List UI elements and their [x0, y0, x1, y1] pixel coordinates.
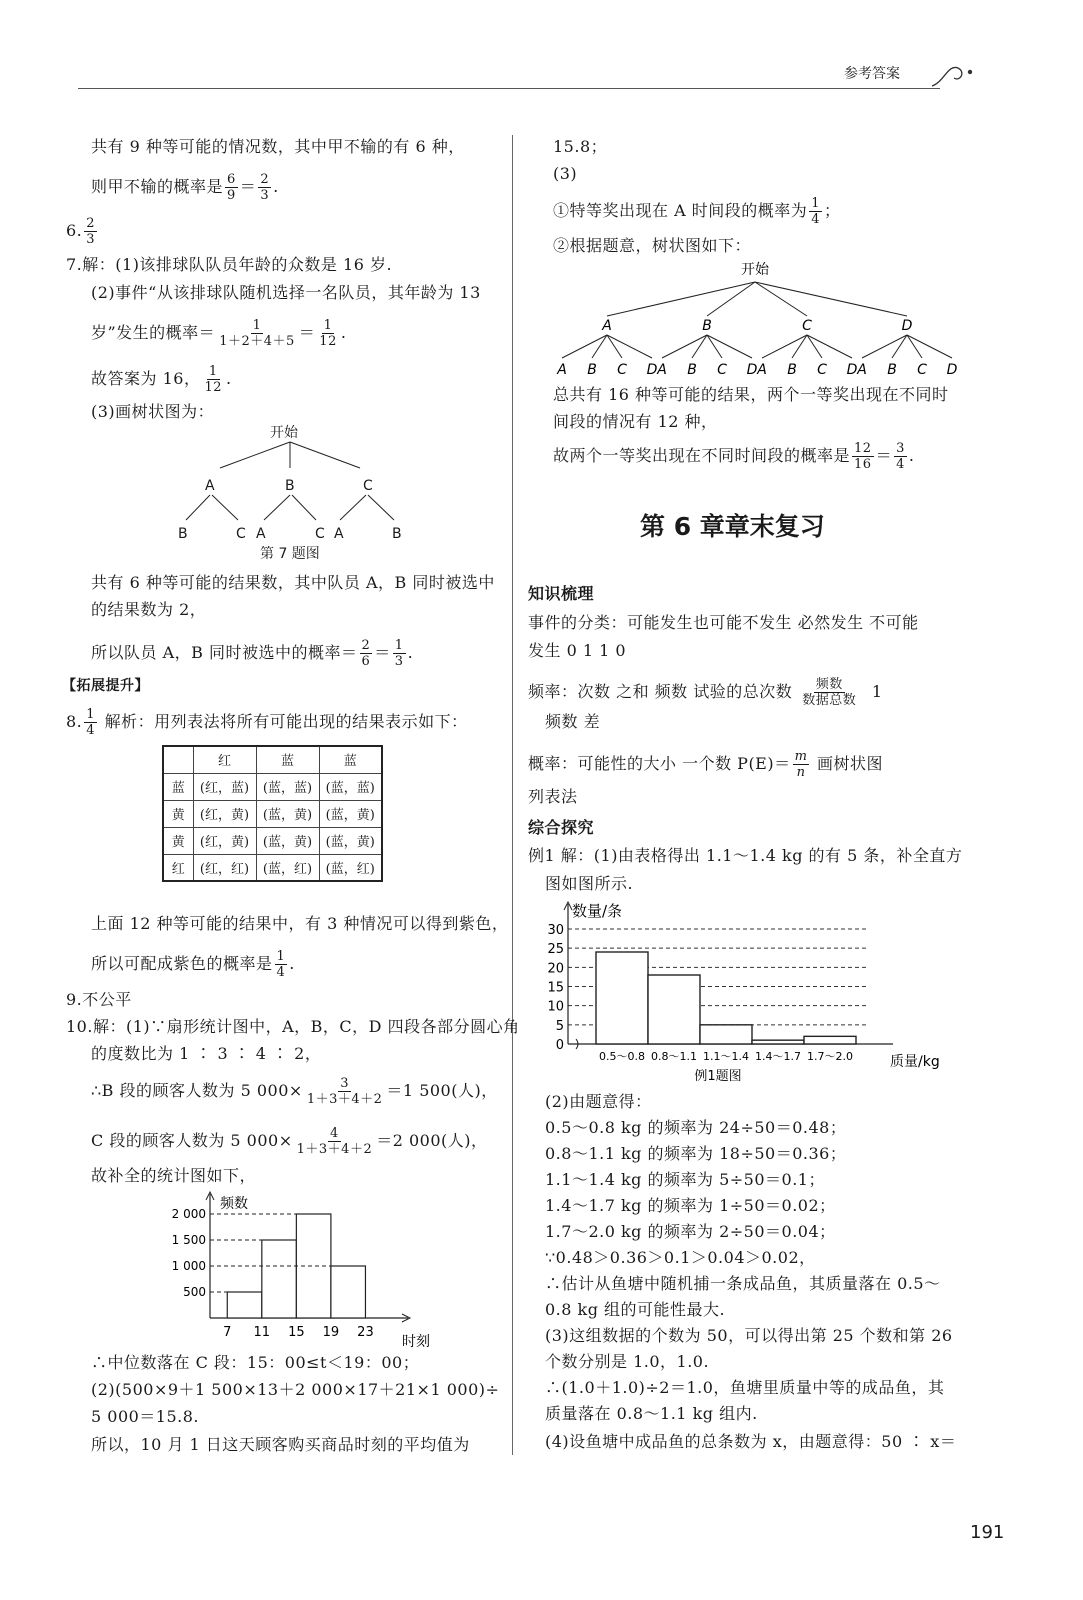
text-line: 所以可配成紫色的概率是 $\frac{1}{4}$ . [91, 949, 295, 980]
text-line: 15.8； [553, 137, 608, 156]
y-tick-label: 1 000 [171, 1259, 206, 1273]
fraction: $\frac{2}{3}$ [86, 216, 96, 247]
text-line: C 段的顾客人数为 5 000× $\frac{4}{1+3+4+2}$ ＝2 000(人)， [91, 1126, 488, 1157]
tree-leaf: B [587, 362, 597, 378]
histogram-bar [227, 1292, 262, 1318]
y-tick-label: 15 [547, 980, 564, 996]
tree-leaf: C [315, 526, 325, 542]
tree-node: A [602, 318, 612, 334]
x-tick-label: 23 [357, 1325, 374, 1340]
y-axis-label: 数量/条 [572, 902, 623, 920]
text-line: ①特等奖出现在 A 时间段的概率为 $\frac{1}{4}$ ； [553, 196, 841, 227]
header-swirl-icon [930, 58, 978, 88]
text-line: 则甲不输的概率是 $\frac{6}{9}$ ＝ $\frac{2}{3}$ . [91, 172, 279, 203]
text-line: ∴估计从鱼塘中随机捕一条成品鱼，其质量落在 0.5～ [545, 1274, 941, 1293]
table-row [163, 854, 382, 881]
histogram-bar [262, 1240, 297, 1318]
text-line: 例1 解：(1)由表格得出 1.1～1.4 kg 的有 5 条，补全直方 [528, 846, 963, 865]
tree-node: D [901, 318, 913, 334]
table-cell: (蓝，黄) [319, 827, 382, 854]
table-cell: (红，蓝) [193, 773, 256, 800]
table-cell: 黄 [163, 827, 193, 854]
fraction: $\frac{1}{4}$ [276, 949, 286, 980]
fraction: $\frac{6}{9}$ [227, 172, 236, 203]
text-line: ∴B 段的顾客人数为 5 000× $\frac{3}{1+3+4+2}$ ＝1 500(人)， [91, 1076, 498, 1107]
text-line: 1.1～1.4 kg 的频率为 5÷50＝0.1； [545, 1170, 825, 1189]
x-tick-label: 7 [223, 1325, 232, 1340]
fraction: $\frac{1}{4}$ [811, 196, 821, 227]
tree-edge [862, 335, 907, 358]
text-line: 图如图所示. [545, 874, 634, 893]
y-tick-label: 0 [555, 1038, 564, 1053]
y-tick-label: 25 [547, 942, 564, 958]
tree-leaf: A [256, 526, 266, 542]
text-line: 0.8～1.1 kg 的频率为 18÷50＝0.36； [545, 1144, 847, 1163]
table-cell: (蓝，黄) [256, 827, 319, 854]
weight-histogram [528, 896, 940, 1088]
text-line: (3)画树状图为： [91, 402, 215, 421]
text-line: ∴中位数落在 C 段：15：00≤t＜19：00； [91, 1353, 420, 1372]
x-tick-label: 0.5～0.8 [599, 1050, 645, 1063]
table-cell: 蓝 [319, 746, 382, 773]
histogram-bar [648, 975, 700, 1044]
table-cell: 蓝 [163, 773, 193, 800]
tree-leaf: A [557, 362, 567, 378]
text-line: 事件的分类：可能发生也可能不发生 必然发生 不可能 [528, 613, 919, 632]
tree-leaf: D [846, 362, 858, 378]
tree-leaf: C [917, 362, 927, 378]
fraction: $\frac{1}{12}$ [204, 364, 222, 395]
header-title: 参考答案 [844, 66, 900, 82]
text-line: 的结果数为 2， [91, 600, 207, 619]
answer-10-line: 10.解：(1)∵扇形统计图中，A，B，C，D 四段各部分圆心角 [66, 1017, 520, 1036]
tree-leaf: A [334, 526, 344, 542]
table-row [163, 827, 382, 854]
text-line: (3) [553, 164, 578, 183]
text-line: 的度数比为 1 ∶ 3 ∶ 4 ∶ 2， [91, 1044, 322, 1063]
tree-edge [607, 282, 755, 316]
text-line: 概率：可能性的大小 一个数 P(E)＝ $\frac{m}{n}$ 画树状图 [528, 749, 884, 780]
text-line: 频数 差 [545, 712, 601, 731]
answer-7-line: 7.解：(1)该排球队队员年龄的众数是 16 岁. [66, 255, 393, 274]
histogram-bar [804, 1036, 856, 1044]
tree-node: C [802, 318, 812, 334]
tree-edge [907, 335, 952, 358]
time-histogram [165, 1190, 455, 1350]
x-tick-label: 0.8～1.1 [651, 1050, 697, 1063]
tree-node: C [363, 478, 373, 494]
tree-edge [707, 335, 752, 358]
table-cell: (蓝，红) [256, 854, 319, 881]
tree-leaf: B [392, 526, 402, 542]
y-tick-label: 2 000 [171, 1207, 206, 1221]
table-cell [163, 746, 193, 773]
table-cell: 红 [163, 854, 193, 881]
answer-9: 9.不公平 [66, 990, 132, 1009]
x-axis-label: 质量/kg [890, 1054, 940, 1070]
text-line: ∵0.48＞0.36＞0.1＞0.04＞0.02， [545, 1248, 816, 1267]
subsection-title: 知识梳理 [528, 584, 595, 603]
table-row [163, 773, 382, 800]
tree-leaf: C [236, 526, 246, 542]
table-cell: (蓝，蓝) [319, 773, 382, 800]
text-line: 岁”发生的概率＝ $\frac{1}{1+2+4+5}$ ＝ $\frac{1}{12}$ . [91, 318, 347, 349]
table-cell: (红，黄) [193, 800, 256, 827]
table-cell: 红 [193, 746, 256, 773]
table-header-row [163, 746, 382, 773]
fraction: $\frac{1}{1+2+4+5}$ [219, 318, 295, 349]
tree-leaf: C [817, 362, 827, 378]
text-line: 故答案为 16， $\frac{1}{12}$ . [91, 364, 232, 395]
tree-diagram-q7 [160, 420, 420, 570]
histogram-bar [596, 952, 648, 1044]
text-line: 1.7～2.0 kg 的频率为 2÷50＝0.04； [545, 1222, 836, 1241]
tree-leaf: D [646, 362, 658, 378]
text-line: 0.5～0.8 kg 的频率为 24÷50＝0.48； [545, 1118, 847, 1137]
text-line: 0.8 kg 组的可能性最大. [545, 1300, 726, 1319]
tree-node: B [702, 318, 712, 334]
fraction: $\frac{2}{3}$ [260, 172, 270, 203]
tree-leaf: B [178, 526, 188, 542]
answer-8: 8. $\frac{1}{4}$ 解析：用列表法将所有可能出现的结果表示如下： [66, 707, 468, 738]
table-cell: (蓝，红) [319, 854, 382, 881]
fraction: $\frac{1}{4}$ [86, 707, 96, 738]
tree-leaf: A [657, 362, 667, 378]
table-cell: (红，黄) [193, 827, 256, 854]
tree-leaf: A [757, 362, 767, 378]
chapter-title: 第 6 章章末复习 [640, 512, 825, 541]
text-line: 个数分别是 1.0，1.0. [545, 1352, 710, 1371]
text-line: (2)(500×9＋1 500×13＋2 000×17＋21×1 000)÷ [91, 1380, 500, 1399]
text-line: 1.4～1.7 kg 的频率为 1÷50＝0.02； [545, 1196, 836, 1215]
text-line: 总共有 16 种等可能的结果，两个一等奖出现在不同时 [553, 385, 949, 404]
tree-edge [762, 335, 807, 358]
section-tag: 【拓展提升】 [62, 678, 149, 694]
x-axis-label: 时刻 [402, 1334, 430, 1350]
text-line: 质量落在 0.8～1.1 kg 组内. [545, 1404, 758, 1423]
text-line: (3)这组数据的个数为 50，可以得出第 25 个数和第 26 [545, 1326, 953, 1345]
tree-root: 开始 [741, 262, 769, 278]
table-cell: (蓝，黄) [256, 800, 319, 827]
text-line: 共有 9 种等可能的情况数，其中甲不输的有 6 种， [91, 137, 465, 156]
text-line: 5 000＝15.8. [91, 1407, 200, 1426]
fraction: $\frac{m}{n}$ [794, 749, 808, 780]
y-tick-label: 20 [547, 961, 564, 977]
y-tick-label: 5 [555, 1018, 564, 1034]
text-line: (2)由题意得： [545, 1092, 652, 1111]
tree-edge [562, 335, 607, 358]
x-tick-label: 19 [322, 1325, 340, 1340]
outcome-table [162, 745, 383, 882]
text-line: 故补全的统计图如下， [91, 1166, 257, 1185]
y-tick-label: 30 [547, 923, 564, 938]
text-line: 所以，10 月 1 日这天顾客购买商品时刻的平均值为 [91, 1435, 470, 1454]
tree-leaf: A [857, 362, 867, 378]
histogram-bar [700, 1025, 752, 1044]
tree-edge [807, 335, 852, 358]
text-line: 上面 12 种等可能的结果中，有 3 种情况可以得到紫色， [91, 914, 509, 933]
fraction: $\frac{3}{1+3+4+2}$ [306, 1076, 383, 1107]
text-line: ∴(1.0＋1.0)÷2＝1.0，鱼塘里质量中等的成品鱼，其 [545, 1378, 945, 1397]
tree-leaf: B [687, 362, 697, 378]
text-line: (4)设鱼塘中成品鱼的总条数为 x，由题意得：50 ∶ x＝ [545, 1432, 957, 1451]
y-tick-label: 500 [183, 1285, 206, 1299]
x-tick-label: 1.1～1.4 [703, 1050, 749, 1063]
tree-edge [755, 282, 907, 316]
table-row [163, 800, 382, 827]
fraction: $\frac{4}{1+3+4+2}$ [296, 1126, 373, 1157]
tree-edge [755, 282, 807, 316]
text-line: 频率：次数 之和 频数 试验的总次数 $\frac{\text{频数}}{\text{数据总数}}$ 1 [528, 677, 883, 708]
text-line: 间段的情况有 12 种， [553, 412, 718, 431]
fraction: $\frac{1}{3}$ [394, 638, 404, 669]
x-tick-label: 1.4～1.7 [755, 1050, 801, 1063]
header-rule [78, 88, 940, 89]
fraction: $\frac{1}{12}$ [319, 318, 337, 349]
tree-leaf: C [617, 362, 627, 378]
histogram-bar [331, 1266, 366, 1318]
y-axis-label: 频数 [220, 1196, 248, 1212]
tree-node: B [285, 478, 295, 494]
x-tick-label: 11 [253, 1325, 271, 1340]
text-line: 发生 0 1 1 0 [528, 641, 627, 660]
column-divider [512, 135, 513, 1455]
table-cell: 黄 [163, 800, 193, 827]
tree-edge [662, 335, 707, 358]
text-line: 共有 6 种等可能的结果数，其中队员 A，B 同时被选中 [91, 573, 495, 592]
table-cell: 蓝 [256, 746, 319, 773]
page-number: 191 [970, 1522, 1005, 1543]
histogram-bar [752, 1040, 804, 1044]
tree-leaf: B [887, 362, 897, 378]
text-line: 列表法 [528, 787, 578, 806]
figure-caption: 第 7 题图 [260, 546, 320, 562]
x-tick-label: 15 [288, 1325, 305, 1340]
tree-root: 开始 [270, 425, 298, 441]
fraction: $\frac{12}{16}$ [854, 441, 872, 472]
fraction: $\frac{\text{频数}}{\text{数据总数}}$ [802, 677, 857, 708]
tree-leaf: D [946, 362, 958, 378]
tree-node: A [205, 478, 215, 494]
tree-edge [607, 335, 652, 358]
fraction: $\frac{3}{4}$ [896, 441, 905, 472]
answer-6: 6. $\frac{2}{3}$ [66, 216, 96, 247]
text-line: (2)事件“从该排球队随机选择一名队员，其年龄为 13 [91, 283, 481, 302]
tree-leaf: B [787, 362, 797, 378]
y-tick-label: 1 500 [171, 1233, 206, 1247]
y-tick-label: 10 [547, 999, 564, 1015]
tree-leaf: D [746, 362, 758, 378]
subsection-title: 综合探究 [528, 818, 595, 837]
table-cell: (蓝，黄) [319, 800, 382, 827]
x-tick-label: 1.7～2.0 [807, 1050, 853, 1063]
table-cell: (红，红) [193, 854, 256, 881]
fraction: $\frac{2}{6}$ [361, 638, 371, 669]
text-line: ②根据题意，树状图如下： [553, 236, 752, 255]
table-cell: (蓝，蓝) [256, 773, 319, 800]
tree-leaf: C [717, 362, 727, 378]
tree-diagram-16 [545, 258, 965, 383]
figure-caption: 例1题图 [694, 1069, 742, 1084]
text-line: 故两个一等奖出现在不同时间段的概率是 $\frac{12}{16}$ ＝ $\frac{3}{4}$ . [553, 441, 915, 472]
text-line: 所以队员 A，B 同时被选中的概率＝ $\frac{2}{6}$ ＝ $\frac{1}{3}$ . [91, 638, 414, 669]
